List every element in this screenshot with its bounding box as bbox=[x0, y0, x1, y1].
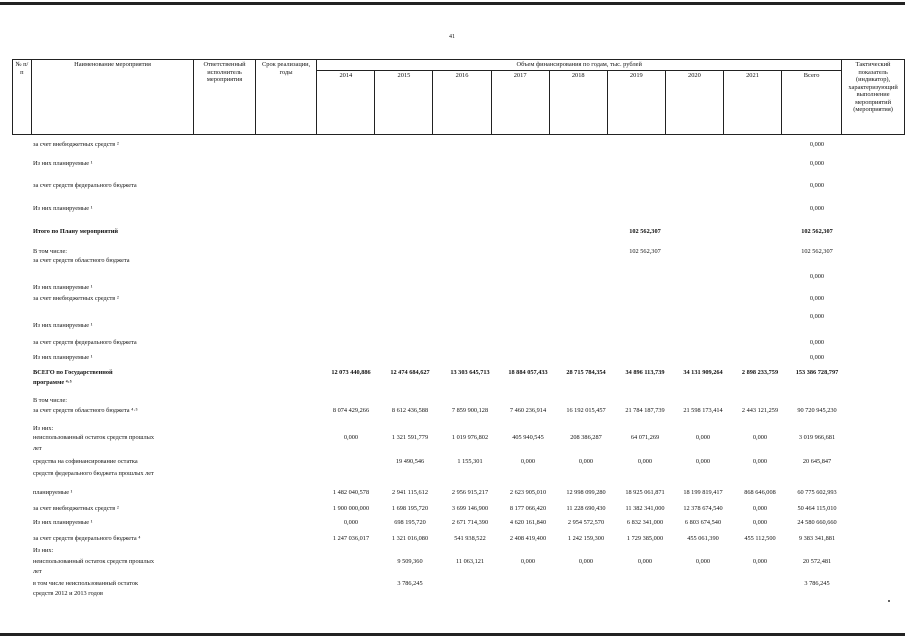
row-year-value: 1 900 000,000 bbox=[332, 505, 370, 512]
row-label: Из них планируемые ¹ bbox=[33, 205, 93, 212]
row-year-value: 6 832 341,000 bbox=[626, 519, 664, 526]
row-label: Итого по Плану мероприятий bbox=[33, 228, 119, 235]
row-label: неиспользованный остаток средств прошлых bbox=[33, 434, 154, 441]
row-label: лет bbox=[33, 445, 42, 452]
row-label: за счет средств федерального бюджета bbox=[33, 182, 137, 189]
row-year-value: 1 247 036,017 bbox=[332, 535, 370, 542]
row-label: в том числе неиспользованный остаток bbox=[33, 580, 139, 587]
header-year: 2017 bbox=[491, 71, 549, 135]
row-year-value: 1 242 159,300 bbox=[567, 535, 605, 542]
row-year-value: 208 386,287 bbox=[570, 434, 602, 441]
row-year-value: 102 562,307 bbox=[629, 228, 661, 235]
row-label: планируемые ¹ bbox=[33, 489, 73, 496]
row-label: Из них планируемые ¹ bbox=[33, 322, 93, 329]
row-year-value: 2 623 905,010 bbox=[509, 489, 547, 496]
table-header bbox=[12, 59, 905, 135]
page-number: 41 bbox=[449, 34, 455, 40]
row-year-value: 3 786,245 bbox=[397, 580, 423, 587]
row-year-value: 21 784 187,739 bbox=[625, 407, 665, 414]
row-year-value: 0,000 bbox=[695, 434, 711, 441]
row-year-value: 34 896 113,739 bbox=[625, 369, 665, 376]
row-year-value: 0,000 bbox=[637, 558, 653, 565]
row-year-value: 13 303 645,713 bbox=[450, 369, 490, 376]
row-year-value: 1 729 385,000 bbox=[626, 535, 664, 542]
row-year-value: 0,000 bbox=[752, 505, 768, 512]
row-year-value: 1 019 976,802 bbox=[451, 434, 489, 441]
row-label: В том числе: bbox=[33, 397, 68, 404]
header-year: 2016 bbox=[433, 71, 491, 135]
row-year-value: 12 378 674,540 bbox=[683, 505, 723, 512]
header-indicator: Тактический показатель (индикатор), характеризующий выполнение мероприятий (мероприятия) bbox=[842, 60, 905, 135]
row-label: Из них планируемые ¹ bbox=[33, 354, 93, 361]
row-total-value: 24 580 660,660 bbox=[797, 519, 837, 526]
row-year-value: 0,000 bbox=[752, 434, 768, 441]
row-label: Из них планируемые ¹ bbox=[33, 284, 93, 291]
row-year-value: 0,000 bbox=[695, 458, 711, 465]
row-year-value: 1 482 040,578 bbox=[332, 489, 370, 496]
row-total-value: 9 383 341,881 bbox=[798, 535, 836, 542]
row-year-value: 4 620 161,840 bbox=[509, 519, 547, 526]
row-year-value: 0,000 bbox=[578, 558, 594, 565]
row-year-value: 19 490,546 bbox=[395, 458, 425, 465]
row-year-value: 11 228 690,430 bbox=[566, 505, 606, 512]
row-year-value: 1 155,301 bbox=[457, 458, 483, 465]
row-year-value: 1 321 591,779 bbox=[391, 434, 429, 441]
row-total-value: 20 645,847 bbox=[802, 458, 832, 465]
row-year-value: 2 941 115,612 bbox=[392, 489, 428, 496]
row-label: неиспользованный остаток средств прошлых bbox=[33, 558, 154, 565]
row-year-value: 868 646,008 bbox=[744, 489, 776, 496]
row-year-value: 8 612 436,588 bbox=[391, 407, 429, 414]
row-total-value: 153 386 728,797 bbox=[795, 369, 839, 376]
row-total-value: 0,000 bbox=[809, 313, 825, 320]
row-total-value: 102 562,307 bbox=[801, 248, 833, 255]
row-year-value: 0,000 bbox=[637, 458, 653, 465]
header-year: 2014 bbox=[317, 71, 375, 135]
row-total-value: 90 720 945,230 bbox=[797, 407, 837, 414]
header-year: 2021 bbox=[723, 71, 781, 135]
row-label: Из них: bbox=[33, 547, 54, 554]
row-label: В том числе: bbox=[33, 248, 68, 255]
row-year-value: 7 859 900,128 bbox=[451, 407, 489, 414]
header-year: 2015 bbox=[375, 71, 433, 135]
row-year-value: 698 195,720 bbox=[394, 519, 426, 526]
row-year-value: 405 940,545 bbox=[512, 434, 544, 441]
row-total-value: 0,000 bbox=[809, 182, 825, 189]
header-name: Наименование мероприятия bbox=[31, 60, 193, 135]
row-year-value: 0,000 bbox=[343, 434, 359, 441]
row-year-value: 3 699 146,900 bbox=[451, 505, 489, 512]
header-period: Срок реализации, годы bbox=[255, 60, 316, 135]
row-year-value: 455 061,390 bbox=[687, 535, 719, 542]
row-year-value: 64 071,269 bbox=[630, 434, 660, 441]
row-label: за счет средств областного бюджета ⁴·⁵ bbox=[33, 407, 138, 414]
row-year-value: 0,000 bbox=[752, 519, 768, 526]
row-label: за счет средств федерального бюджета ⁴ bbox=[33, 535, 141, 542]
header-year: 2018 bbox=[549, 71, 607, 135]
row-year-value: 12 474 684,627 bbox=[390, 369, 430, 376]
row-year-value: 6 803 674,540 bbox=[684, 519, 722, 526]
row-total-value: 20 572,481 bbox=[802, 558, 832, 565]
row-total-value: 0,000 bbox=[809, 339, 825, 346]
row-year-value: 12 073 440,886 bbox=[331, 369, 371, 376]
row-year-value: 2 443 121,259 bbox=[741, 407, 779, 414]
row-year-value: 34 131 909,264 bbox=[683, 369, 723, 376]
row-year-value: 11 063,121 bbox=[455, 558, 485, 565]
header-year: 2019 bbox=[607, 71, 665, 135]
header-executor: Ответственный исполнитель мероприятия bbox=[194, 60, 256, 135]
row-label: ВСЕГО по Государственной bbox=[33, 369, 113, 376]
row-total-value: 60 775 602,993 bbox=[797, 489, 837, 496]
row-year-value: 11 382 341,000 bbox=[625, 505, 665, 512]
speck-mark bbox=[888, 600, 890, 602]
row-year-value: 28 715 784,354 bbox=[566, 369, 606, 376]
row-year-value: 8 074 429,266 bbox=[332, 407, 370, 414]
row-label: программе ⁴·⁵ bbox=[33, 379, 72, 386]
row-year-value: 0,000 bbox=[520, 558, 536, 565]
row-year-value: 0,000 bbox=[520, 458, 536, 465]
row-total-value: 3 786,245 bbox=[804, 580, 830, 587]
row-label: Из них: bbox=[33, 425, 54, 432]
row-label: за счет внебюджетных средств ² bbox=[33, 295, 119, 302]
row-year-value: 0,000 bbox=[578, 458, 594, 465]
row-total-value: 0,000 bbox=[809, 273, 825, 280]
row-year-value: 455 112,500 bbox=[744, 535, 776, 542]
row-year-value: 18 199 819,417 bbox=[683, 489, 723, 496]
row-label: Из них планируемые ¹ bbox=[33, 160, 93, 167]
bottom-rule bbox=[0, 633, 905, 636]
row-year-value: 9 509,360 bbox=[397, 558, 423, 565]
row-year-value: 2 408 419,400 bbox=[509, 535, 547, 542]
row-label: за счет средств областного бюджета bbox=[33, 257, 130, 264]
header-num: № п/п bbox=[13, 60, 32, 135]
row-label: средств 2012 и 2013 годов bbox=[33, 590, 103, 597]
row-total-value: 0,000 bbox=[809, 141, 825, 148]
row-year-value: 102 562,307 bbox=[629, 248, 661, 255]
row-total-value: 0,000 bbox=[809, 295, 825, 302]
row-label: за счет внебюджетных средств ² bbox=[33, 141, 119, 148]
header-year: 2020 bbox=[665, 71, 723, 135]
header-total: Всего bbox=[782, 71, 842, 135]
row-year-value: 16 192 015,457 bbox=[566, 407, 606, 414]
row-label: средства на софинансирование остатка bbox=[33, 458, 138, 465]
row-total-value: 0,000 bbox=[809, 160, 825, 167]
row-year-value: 1 321 016,080 bbox=[391, 535, 429, 542]
row-year-value: 1 698 195,720 bbox=[391, 505, 429, 512]
row-year-value: 21 598 173,414 bbox=[683, 407, 723, 414]
row-year-value: 541 938,522 bbox=[454, 535, 486, 542]
row-year-value: 0,000 bbox=[752, 558, 768, 565]
row-year-value: 18 925 061,871 bbox=[625, 489, 665, 496]
row-year-value: 0,000 bbox=[695, 558, 711, 565]
row-total-value: 3 019 966,681 bbox=[798, 434, 836, 441]
row-year-value: 7 460 236,914 bbox=[509, 407, 547, 414]
row-year-value: 0,000 bbox=[343, 519, 359, 526]
row-year-value: 8 177 066,420 bbox=[509, 505, 547, 512]
row-year-value: 2 671 714,390 bbox=[451, 519, 489, 526]
row-label: за счет средств федерального бюджета bbox=[33, 339, 137, 346]
row-label: Из них планируемые ¹ bbox=[33, 519, 93, 526]
row-year-value: 0,000 bbox=[752, 458, 768, 465]
row-label: лет bbox=[33, 568, 42, 575]
top-rule bbox=[0, 2, 905, 5]
row-total-value: 0,000 bbox=[809, 354, 825, 361]
row-label: за счет внебюджетных средств ² bbox=[33, 505, 119, 512]
row-year-value: 2 956 915,217 bbox=[451, 489, 489, 496]
row-label: средств федерального бюджета прошлых лет bbox=[33, 470, 154, 477]
row-year-value: 2 954 572,570 bbox=[567, 519, 605, 526]
row-year-value: 12 998 099,280 bbox=[566, 489, 606, 496]
row-total-value: 50 464 115,010 bbox=[797, 505, 837, 512]
row-year-value: 2 898 233,759 bbox=[741, 369, 779, 376]
row-total-value: 102 562,307 bbox=[801, 228, 833, 235]
header-funding-title: Объем финансирования по годам, тыс. рублей bbox=[317, 60, 842, 71]
row-total-value: 0,000 bbox=[809, 205, 825, 212]
row-year-value: 18 884 057,433 bbox=[508, 369, 548, 376]
